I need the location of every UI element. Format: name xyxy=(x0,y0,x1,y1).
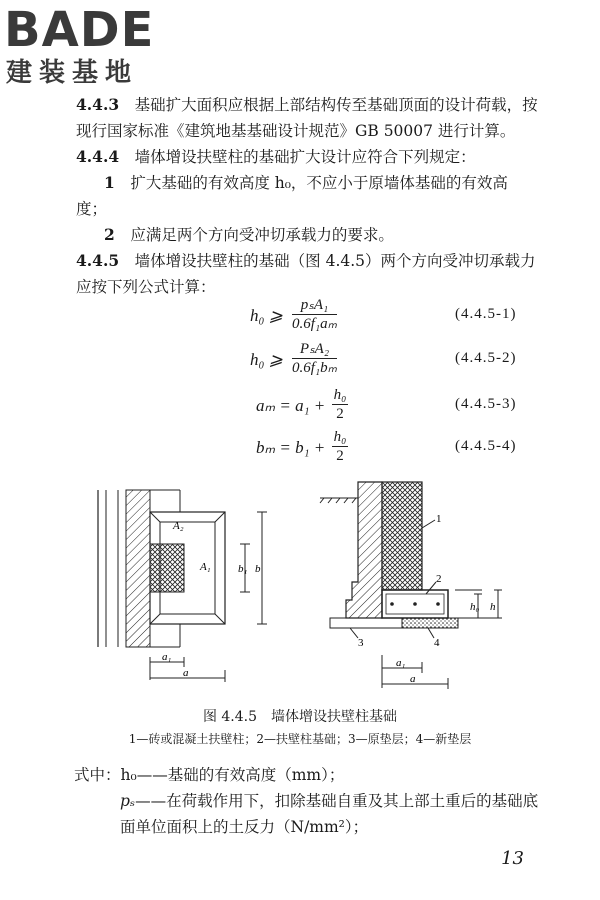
item-text: 应满足两个方向受冲切承载力的要求。 xyxy=(130,226,394,244)
figure-section-view xyxy=(310,470,510,695)
label-2: 2 xyxy=(436,573,442,585)
formula-4-4-5-4 xyxy=(0,428,600,468)
label-a: a xyxy=(410,673,416,685)
formula-fraction xyxy=(332,386,348,423)
clause-number: 4.4.3 xyxy=(76,95,120,114)
formula-lhs: h₀ ⩾ xyxy=(250,350,283,369)
label-1: 1 xyxy=(436,513,442,525)
rebar-dot xyxy=(413,602,417,606)
label-3: 3 xyxy=(358,637,364,649)
figure-caption: 图 4.4.5 墙体增设扶壁柱基础 xyxy=(202,709,398,725)
leader-1 xyxy=(422,520,435,528)
formula-number: (4.4.5-3) xyxy=(455,396,517,412)
clause-4-4-3 xyxy=(76,92,538,144)
wall-hatch xyxy=(126,490,150,647)
formula-4-4-5-1 xyxy=(0,296,600,336)
label-A2: A₂ xyxy=(173,520,184,532)
footing-chamfer xyxy=(150,614,160,624)
label-a1: a₁ xyxy=(396,657,406,669)
definition-symbol: pₛ xyxy=(120,792,136,810)
formula-number: (4.4.5-4) xyxy=(455,438,517,454)
rebar-dot xyxy=(436,602,440,606)
formula-number: (4.4.5-2) xyxy=(455,350,517,366)
logo-subtitle: 建装基地 xyxy=(6,58,139,88)
fraction-numerator: h₀ xyxy=(333,429,347,445)
figure-plan-view xyxy=(90,482,300,692)
page-number: 13 xyxy=(501,848,524,869)
new-pilaster xyxy=(382,482,422,590)
original-wall xyxy=(346,482,382,618)
clause-number: 4.4.5 xyxy=(76,251,120,270)
fraction-numerator: pₛA₁ xyxy=(292,296,337,315)
clause-4-4-4-item-1 xyxy=(76,170,538,222)
clause-4-4-4-item-2 xyxy=(76,222,538,248)
new-cushion xyxy=(402,618,458,628)
figure-legend: 1—砖或混凝土扶壁柱；2—扶壁柱基础；3—原垫层；4—新垫层 xyxy=(128,732,472,746)
clause-text: 墙体增设扶壁柱的基础（图 4.4.5）两个方向受冲切承载力应按下列公式计算： xyxy=(76,252,536,296)
fraction-denominator: 2 xyxy=(336,406,344,422)
fraction-denominator: 0.6f₁bₘ xyxy=(292,360,337,376)
logo-wordmark: BADE xyxy=(4,2,155,58)
label-A1: A₁ xyxy=(200,561,211,573)
fraction-denominator: 2 xyxy=(336,448,344,464)
fraction-denominator: 0.6f₁aₘ xyxy=(292,316,337,332)
item-number: 2 xyxy=(104,225,115,244)
formula-lhs: bₘ = b₁ + xyxy=(256,438,326,457)
item-number: 1 xyxy=(104,173,115,192)
label-a: a xyxy=(183,667,189,679)
pilaster xyxy=(150,544,184,592)
label-b: b xyxy=(255,563,261,575)
leader-2 xyxy=(426,582,436,594)
bade-logo xyxy=(4,2,179,94)
label-a1: a₁ xyxy=(162,651,172,663)
clause-text: 基础扩大面积应根据上部结构传至基础顶面的设计荷载，按现行国家标准《建筑地基基础设计规范》GB 50007 进行计算。 xyxy=(76,96,538,140)
clause-4-4-5 xyxy=(76,248,538,300)
clause-4-4-4 xyxy=(76,144,538,170)
label-h0: h₀ xyxy=(470,601,480,613)
formula-fraction xyxy=(292,340,337,377)
formula-fraction xyxy=(332,428,348,465)
clause-number: 4.4.4 xyxy=(76,147,120,166)
definition-text: ——在荷载作用下，扣除基础自重及其上部土重后的基础底面单位面积上的土反力（N/mm²）； xyxy=(120,792,539,836)
fraction-numerator: h₀ xyxy=(333,387,347,403)
formula-number: (4.4.5-1) xyxy=(455,306,517,322)
leader-3 xyxy=(350,628,358,638)
item-text: 扩大基础的有效高度 h₀，不应小于原墙体基础的有效高度； xyxy=(76,174,508,218)
definition-h0 xyxy=(74,762,554,788)
formula-fraction xyxy=(292,296,337,333)
fraction-numerator: PₛA₂ xyxy=(292,340,337,359)
formula-4-4-5-3 xyxy=(0,386,600,426)
formula-lhs: aₘ = a₁ + xyxy=(256,396,326,415)
definition-symbol: 式中：h₀ xyxy=(74,766,137,784)
footing-chamfer xyxy=(215,614,225,624)
formula-4-4-5-2 xyxy=(0,340,600,380)
clause-text: 墙体增设扶壁柱的基础扩大设计应符合下列规定： xyxy=(134,148,476,166)
footing-chamfer xyxy=(215,512,225,522)
label-4: 4 xyxy=(434,637,440,649)
rebar-dot xyxy=(390,602,394,606)
label-h: h xyxy=(490,601,496,613)
original-cushion xyxy=(330,618,402,628)
definition-ps xyxy=(120,788,540,840)
footing-chamfer xyxy=(150,512,160,522)
definition-text: ——基础的有效高度（mm）； xyxy=(136,766,345,784)
label-b1: b₁ xyxy=(238,563,248,575)
ground-hatch xyxy=(320,498,356,503)
formula-lhs: h₀ ⩾ xyxy=(250,306,283,325)
